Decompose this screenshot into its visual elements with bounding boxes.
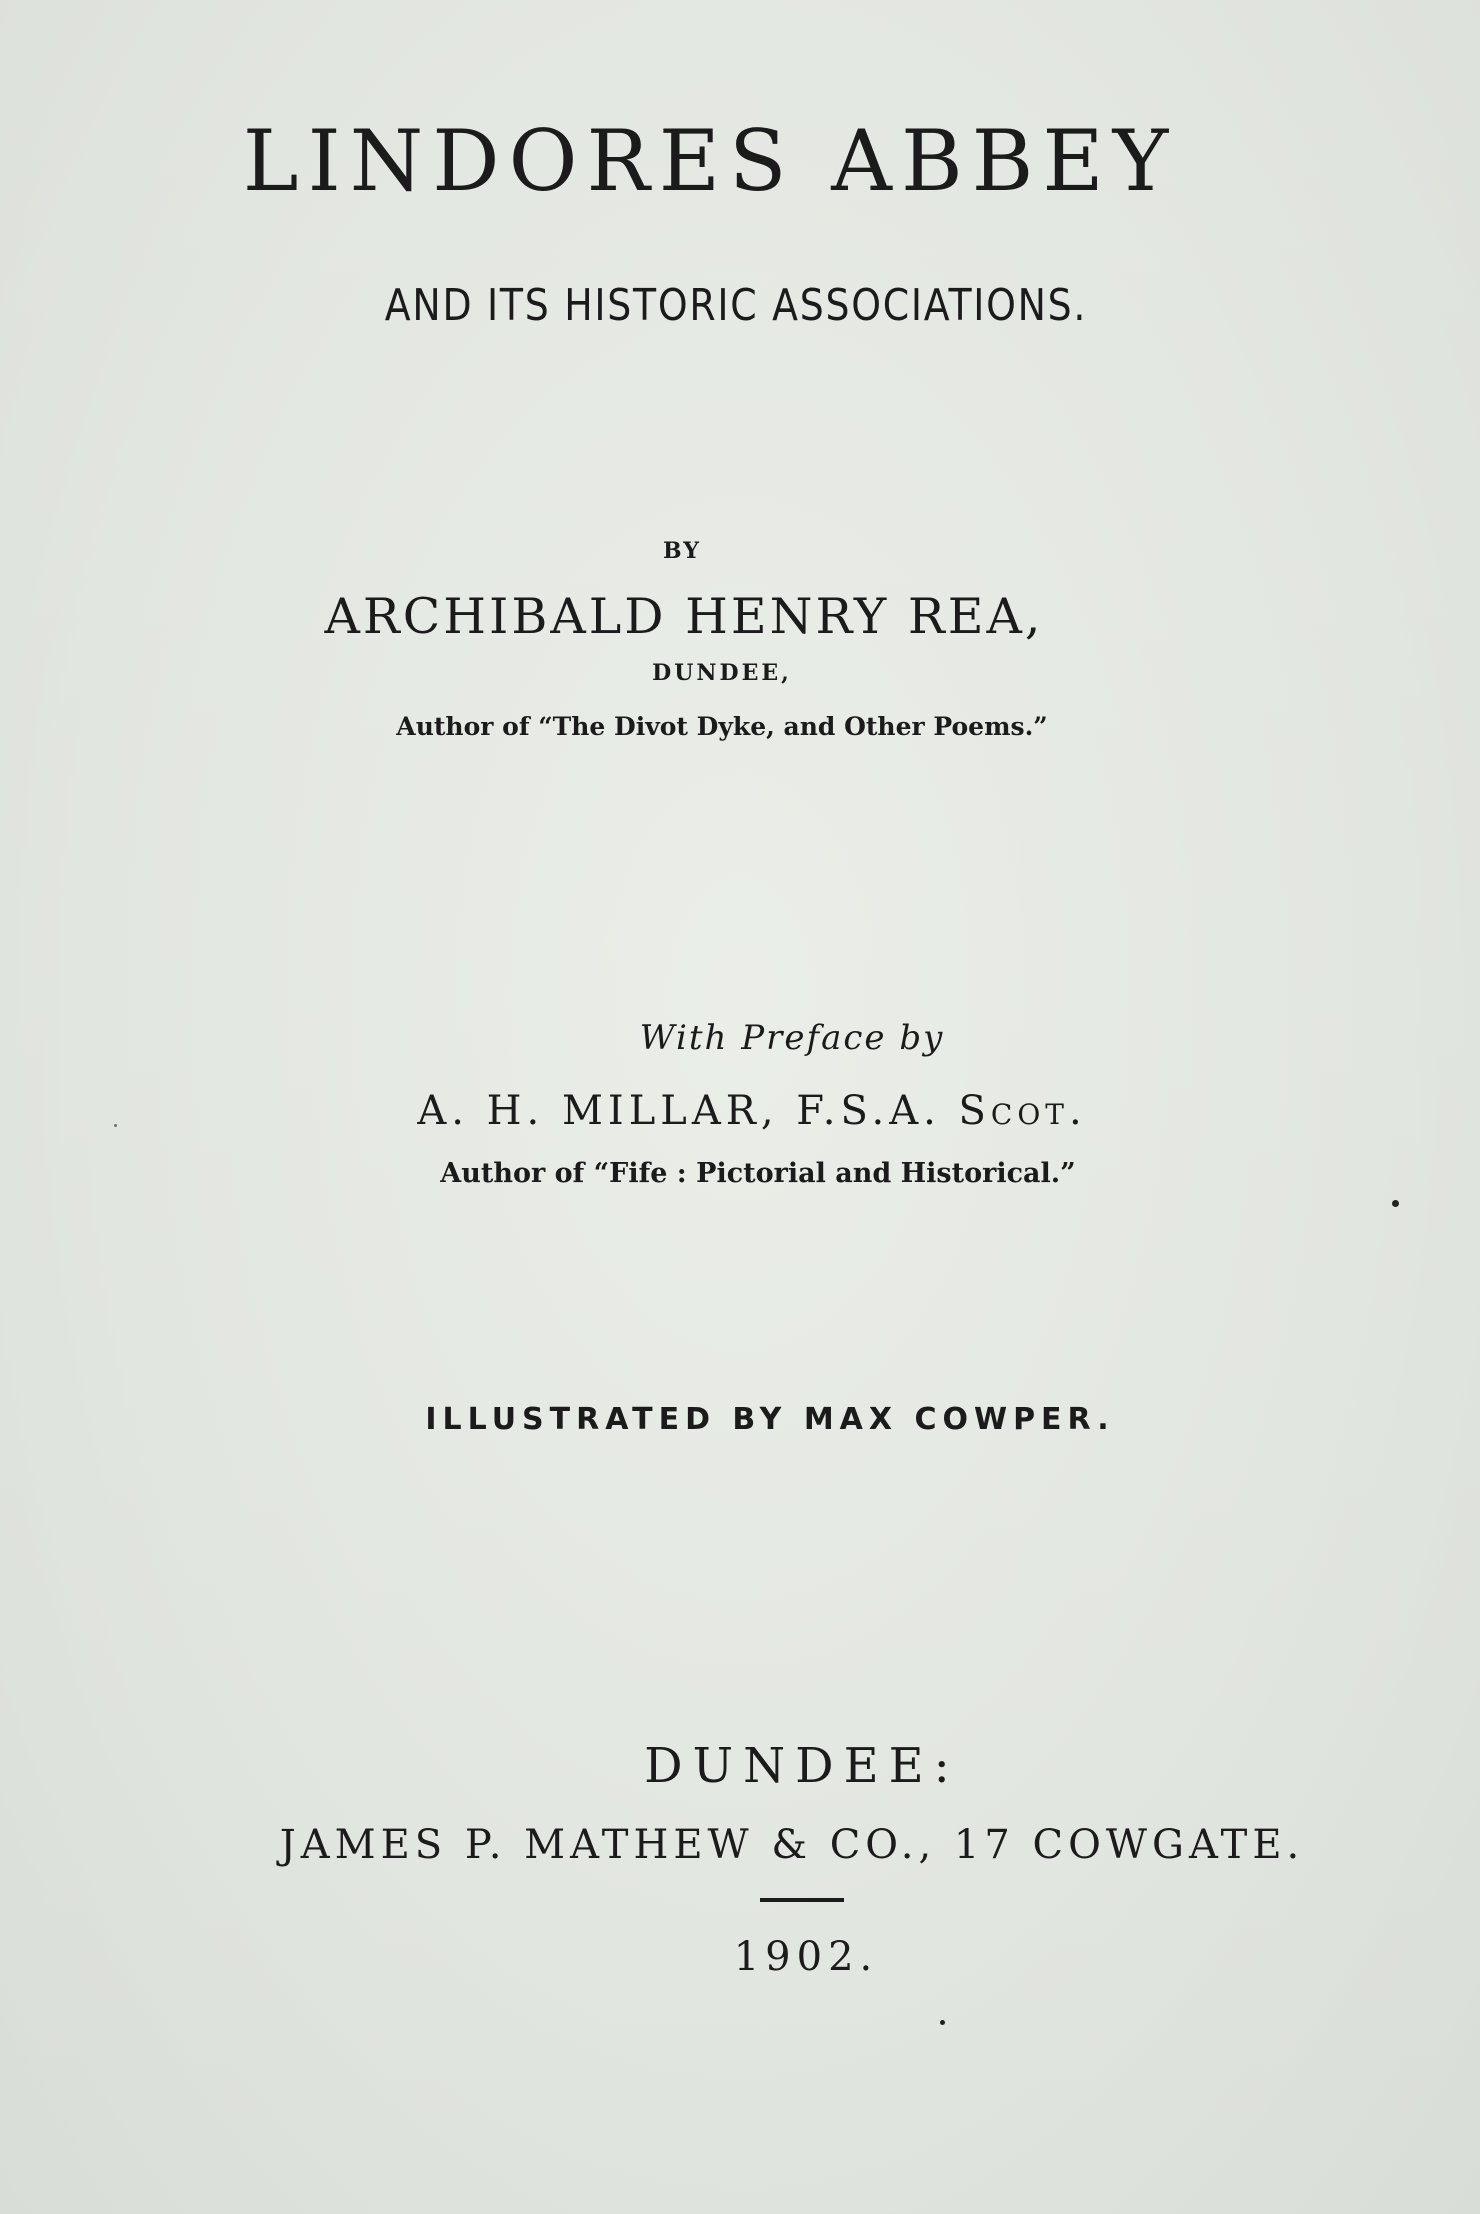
- publisher: JAMES P. MATHEW & CO., 17 COWGATE.: [279, 1822, 1305, 1868]
- paper-speck: [940, 2020, 945, 2025]
- publication-year: 1902.: [733, 1934, 879, 1980]
- preface-intro: With Preface by: [639, 1018, 945, 1058]
- imprint-city: DUNDEE:: [644, 1738, 960, 1794]
- author-name: ARCHIBALD HENRY REA,: [324, 588, 1044, 645]
- book-title: LINDORES ABBEY: [242, 112, 1178, 210]
- author-note: Author of “The Divot Dyke, and Other Poems.”: [396, 712, 1048, 741]
- preface-note: Author of “Fife : Pictorial and Historical.”: [440, 1158, 1076, 1189]
- divider-rule: [760, 1898, 844, 1902]
- paper-speck: [114, 1124, 117, 1127]
- preface-author-suffix: Scot.: [958, 1088, 1087, 1134]
- by-label: BY: [663, 538, 701, 564]
- illustrator-credit: ILLUSTRATED BY MAX COWPER.: [425, 1402, 1115, 1437]
- preface-author: [12, 1088, 1480, 1134]
- preface-author-main: A. H. MILLAR, F.S.A.: [417, 1088, 941, 1134]
- paper-speck: [1392, 1200, 1399, 1207]
- author-city: DUNDEE,: [652, 660, 792, 686]
- book-subtitle: AND ITS HISTORIC ASSOCIATIONS.: [384, 280, 1088, 331]
